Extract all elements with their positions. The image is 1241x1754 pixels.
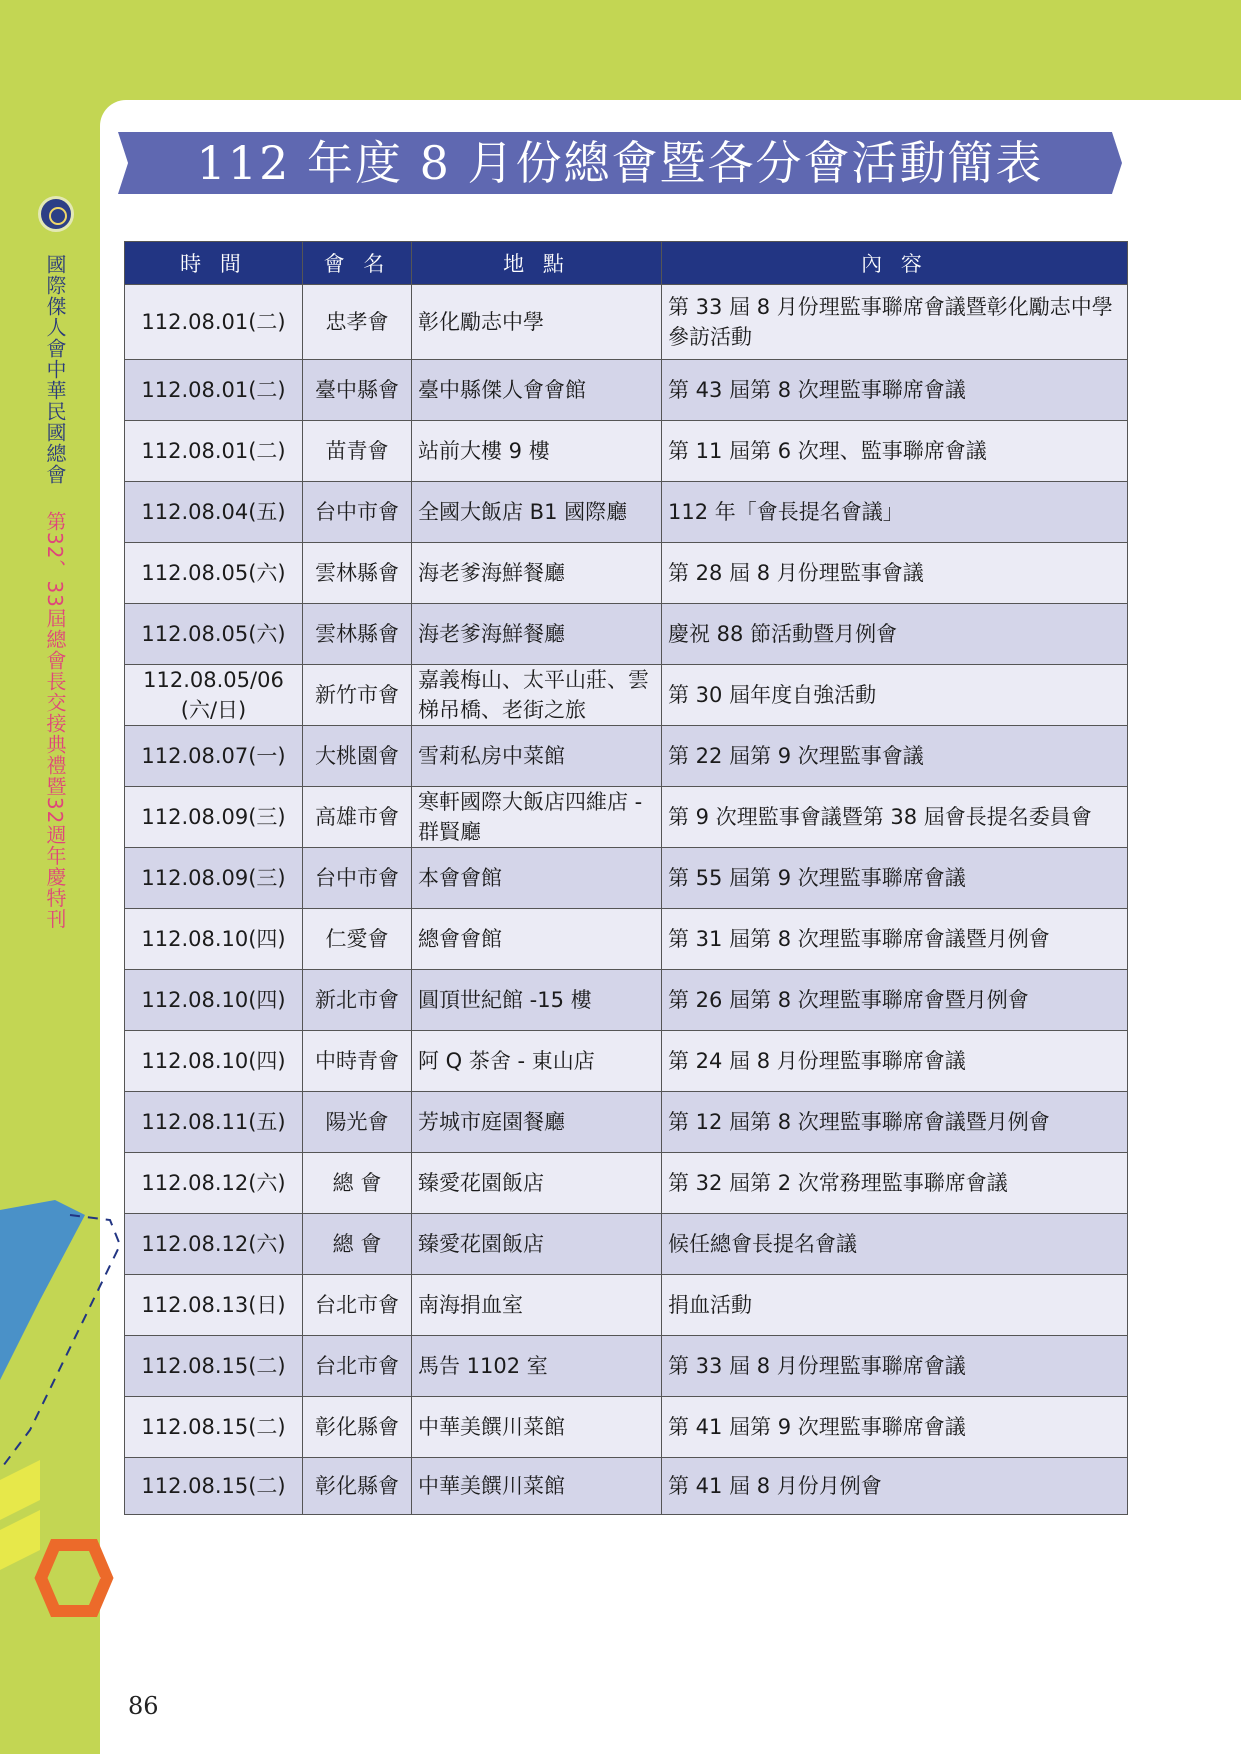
cell-location: 嘉義梅山、太平山莊、雲梯吊橋、老街之旅 — [412, 665, 662, 726]
cell-date: 112.08.10(四) — [125, 909, 303, 970]
cell-club: 新北市會 — [303, 970, 412, 1031]
table-row — [125, 1092, 1128, 1153]
cell-content: 慶祝 88 節活動暨月例會 — [662, 604, 1128, 665]
cell-club: 中時青會 — [303, 1031, 412, 1092]
page-number: 86 — [128, 1692, 159, 1720]
cell-location: 海老爹海鮮餐廳 — [412, 543, 662, 604]
cell-content: 第 41 屆 8 月份月例會 — [662, 1458, 1128, 1515]
cell-location: 總會會館 — [412, 909, 662, 970]
cell-content: 第 26 屆第 8 次理監事聯席會暨月例會 — [662, 970, 1128, 1031]
cell-content: 第 11 屆第 6 次理、監事聯席會議 — [662, 421, 1128, 482]
table-row — [125, 1214, 1128, 1275]
table-row — [125, 604, 1128, 665]
cell-content: 第 24 屆 8 月份理監事聯席會議 — [662, 1031, 1128, 1092]
cell-club: 雲林縣會 — [303, 604, 412, 665]
table-row — [125, 970, 1128, 1031]
table-row — [125, 1153, 1128, 1214]
cell-location: 芳城市庭園餐廳 — [412, 1092, 662, 1153]
cell-date: 112.08.01(二) — [125, 360, 303, 421]
cell-club: 總 會 — [303, 1153, 412, 1214]
cell-club: 台中市會 — [303, 848, 412, 909]
table-row — [125, 726, 1128, 787]
cell-date: 112.08.10(四) — [125, 970, 303, 1031]
table-row — [125, 482, 1128, 543]
table-row — [125, 1336, 1128, 1397]
cell-date: 112.08.09(三) — [125, 787, 303, 848]
table-row — [125, 1397, 1128, 1458]
cell-content: 第 55 屆第 9 次理監事聯席會議 — [662, 848, 1128, 909]
cell-club: 總 會 — [303, 1214, 412, 1275]
cell-date: 112.08.04(五) — [125, 482, 303, 543]
table-row — [125, 909, 1128, 970]
cell-location: 臺中縣傑人會會館 — [412, 360, 662, 421]
cell-location: 全國大飯店 B1 國際廳 — [412, 482, 662, 543]
cell-club: 彰化縣會 — [303, 1458, 412, 1515]
orange-hexagon-icon — [41, 1545, 107, 1611]
table-row — [125, 848, 1128, 909]
cell-club: 台北市會 — [303, 1275, 412, 1336]
cell-location: 中華美饌川菜館 — [412, 1397, 662, 1458]
cell-date: 112.08.12(六) — [125, 1153, 303, 1214]
cell-date: 112.08.12(六) — [125, 1214, 303, 1275]
table-row — [125, 1275, 1128, 1336]
table-row — [125, 360, 1128, 421]
sidebar-issue-name: 第32、33屆總會長交接典禮暨32週年慶特刊 — [43, 511, 67, 930]
cell-date: 112.08.09(三) — [125, 848, 303, 909]
cell-club: 大桃園會 — [303, 726, 412, 787]
header-date: 時 間 — [125, 242, 303, 285]
cell-content: 第 22 屆第 9 次理監事會議 — [662, 726, 1128, 787]
table-row — [125, 787, 1128, 848]
yellow-hatch-shape — [0, 1460, 40, 1570]
cell-content: 候任總會長提名會議 — [662, 1214, 1128, 1275]
decorative-shapes — [0, 1170, 130, 1630]
cell-date: 112.08.13(日) — [125, 1275, 303, 1336]
cell-location: 南海捐血室 — [412, 1275, 662, 1336]
cell-content: 第 30 屆年度自強活動 — [662, 665, 1128, 726]
cell-club: 臺中縣會 — [303, 360, 412, 421]
cell-content: 第 9 次理監事會議暨第 38 屆會長提名委員會 — [662, 787, 1128, 848]
cell-club: 仁愛會 — [303, 909, 412, 970]
cell-date: 112.08.01(二) — [125, 285, 303, 360]
table-row — [125, 421, 1128, 482]
table-row — [125, 285, 1128, 360]
cell-location: 雪莉私房中菜館 — [412, 726, 662, 787]
cell-location: 臻愛花園飯店 — [412, 1153, 662, 1214]
cell-club: 台北市會 — [303, 1336, 412, 1397]
table-row — [125, 665, 1128, 726]
cell-club: 彰化縣會 — [303, 1397, 412, 1458]
table-row — [125, 1458, 1128, 1515]
table-header-row — [125, 242, 1128, 285]
cell-club: 苗青會 — [303, 421, 412, 482]
cell-club: 新竹市會 — [303, 665, 412, 726]
cell-content: 捐血活動 — [662, 1275, 1128, 1336]
activity-table — [124, 241, 1128, 1515]
table-body — [125, 285, 1128, 1515]
cell-date: 112.08.11(五) — [125, 1092, 303, 1153]
cell-club: 忠孝會 — [303, 285, 412, 360]
cell-location: 中華美饌川菜館 — [412, 1458, 662, 1515]
page-title: 112 年度 8 月份總會暨各分會活動簡表 — [196, 136, 1044, 190]
cell-content: 第 12 屆第 8 次理監事聯席會議暨月例會 — [662, 1092, 1128, 1153]
cell-location: 海老爹海鮮餐廳 — [412, 604, 662, 665]
cell-content: 112 年「會長提名會議」 — [662, 482, 1128, 543]
table-row — [125, 543, 1128, 604]
header-location: 地 點 — [412, 242, 662, 285]
cell-club: 雲林縣會 — [303, 543, 412, 604]
cell-content: 第 32 屆第 2 次常務理監事聯席會議 — [662, 1153, 1128, 1214]
blue-stripe-shape — [0, 1200, 85, 1380]
cell-location: 圓頂世紀館 -15 樓 — [412, 970, 662, 1031]
table-row — [125, 1031, 1128, 1092]
cell-date: 112.08.05(六) — [125, 604, 303, 665]
cell-location: 寒軒國際大飯店四維店 - 群賢廳 — [412, 787, 662, 848]
cell-date: 112.08.01(二) — [125, 421, 303, 482]
cell-content: 第 41 屆第 9 次理監事聯席會議 — [662, 1397, 1128, 1458]
cell-club: 陽光會 — [303, 1092, 412, 1153]
cell-date: 112.08.07(一) — [125, 726, 303, 787]
cell-content: 第 43 屆第 8 次理監事聯席會議 — [662, 360, 1128, 421]
cell-club: 高雄市會 — [303, 787, 412, 848]
cell-club: 台中市會 — [303, 482, 412, 543]
cell-location: 站前大樓 9 樓 — [412, 421, 662, 482]
cell-content: 第 28 屆 8 月份理監事會議 — [662, 543, 1128, 604]
cell-date: 112.08.05/06 (六/日) — [125, 665, 303, 726]
cell-location: 阿 Q 茶舍 - 東山店 — [412, 1031, 662, 1092]
cell-date: 112.08.10(四) — [125, 1031, 303, 1092]
cell-content: 第 31 屆第 8 次理監事聯席會議暨月例會 — [662, 909, 1128, 970]
cell-content: 第 33 屆 8 月份理監事聯席會議 — [662, 1336, 1128, 1397]
cell-date: 112.08.05(六) — [125, 543, 303, 604]
cell-content: 第 33 屆 8 月份理監事聯席會議暨彰化勵志中學參訪活動 — [662, 285, 1128, 360]
header-content: 內 容 — [662, 242, 1128, 285]
cell-date: 112.08.15(二) — [125, 1458, 303, 1515]
cell-date: 112.08.15(二) — [125, 1336, 303, 1397]
cell-location: 馬告 1102 室 — [412, 1336, 662, 1397]
cell-location: 彰化勵志中學 — [412, 285, 662, 360]
cell-location: 本會會館 — [412, 848, 662, 909]
org-logo-icon — [38, 196, 74, 232]
sidebar-org-name: 國際傑人會中華民國總會 — [43, 254, 67, 485]
header-club: 會 名 — [303, 242, 412, 285]
sidebar-vertical-text — [41, 254, 69, 929]
cell-location: 臻愛花園飯店 — [412, 1214, 662, 1275]
cell-date: 112.08.15(二) — [125, 1397, 303, 1458]
